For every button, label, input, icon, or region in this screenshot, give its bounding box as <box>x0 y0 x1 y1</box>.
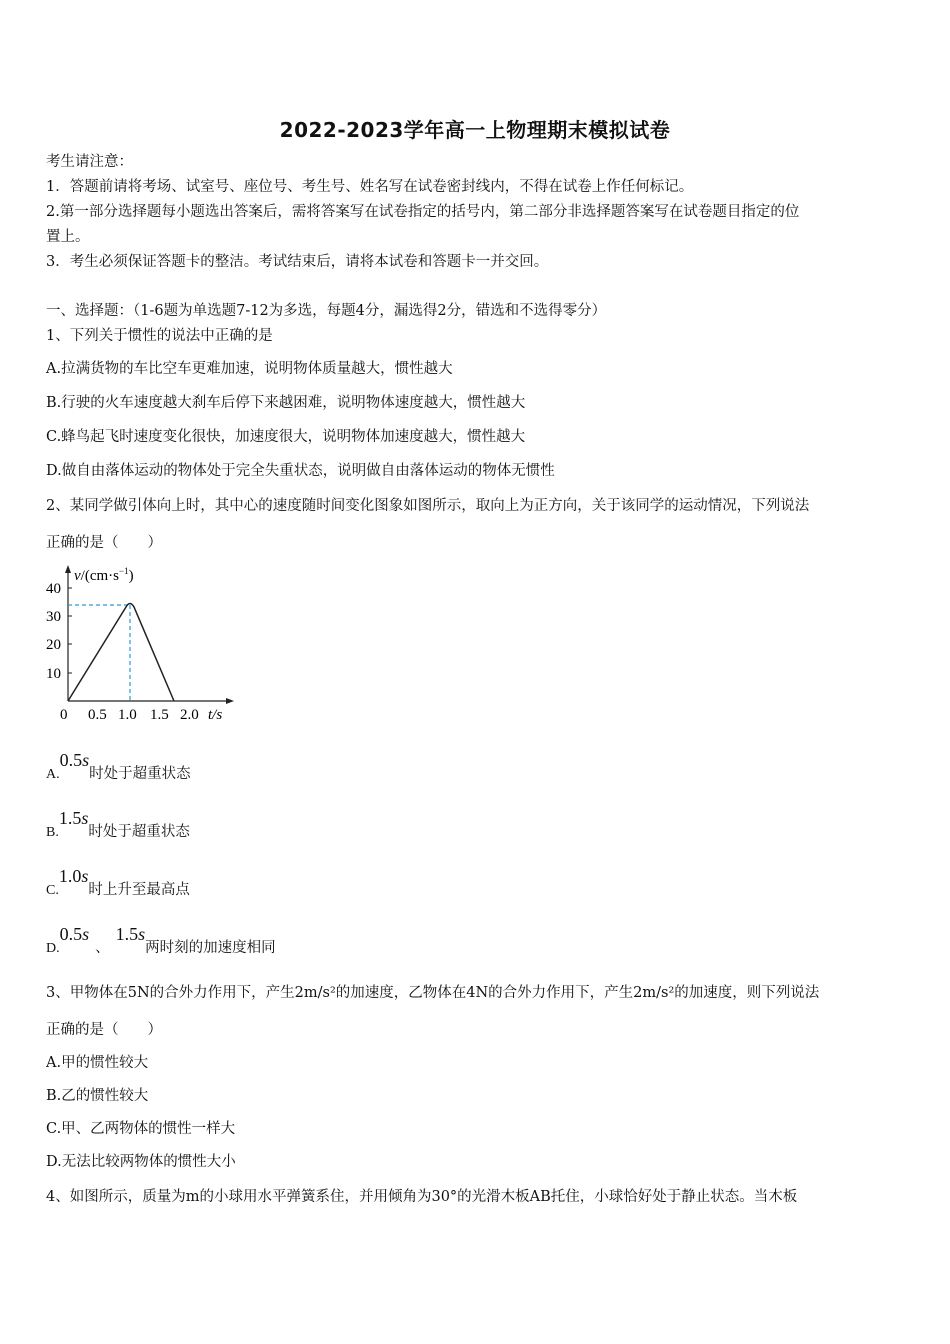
option-math: 0.5s <box>59 924 90 944</box>
graph-axes <box>65 565 234 704</box>
q2-option-d <box>46 924 906 959</box>
y-axis-label: $v/(cm\cdot s^{-1})$ <box>74 566 134 584</box>
option-text: 时上升至最高点 <box>88 882 190 898</box>
notice-item-2-cont: 置上。 <box>46 229 90 245</box>
q3-option-a: A.甲的惯性较大 <box>46 1055 149 1071</box>
y-axis-label-sup: −1 <box>119 566 129 576</box>
y-tick-label: 20 <box>46 637 61 653</box>
q3-stem: 3、甲物体在5N的合外力作用下，产生2m/s²的加速度，乙物体在4N的合外力作用下，产生2m/s²的加速度，则下列说法 <box>46 985 820 1001</box>
q2-option-b <box>46 808 906 843</box>
notice-item-2: 2.第一部分选择题每小题选出答案后，需将答案写在试卷指定的括号内，第二部分非选择题答案写在试卷题目指定的位 <box>46 204 800 220</box>
x-axis-label: t/s <box>208 707 223 723</box>
option-letter: A. <box>46 767 60 782</box>
page-title: 2022-2023学年高一上物理期末模拟试卷 <box>279 118 671 142</box>
q2-stem-cont: 正确的是（ ） <box>46 535 162 551</box>
option-text: 时处于超重状态 <box>89 766 191 782</box>
y-tick-label: 10 <box>46 666 61 682</box>
option-math: 0.5s <box>59 750 90 770</box>
option-letter: B. <box>46 825 59 840</box>
q1-stem: 1、下列关于惯性的说法中正确的是 <box>46 328 273 344</box>
x-tick-label: 0 <box>60 707 68 723</box>
y-tick-label: 40 <box>46 581 61 597</box>
q2-stem: 2、某同学做引体向上时，其中心的速度随时间变化图象如图所示，取向上为正方向，关于该同学的运动情况，下列说法 <box>46 498 810 514</box>
option-text: 两时刻的加速度相同 <box>145 940 276 956</box>
section-heading: 一、选择题：（1-6题为单选题7-12为多选，每题4分，漏选得2分，错选和不选得零分） <box>46 303 607 319</box>
option-letter: C. <box>46 883 59 898</box>
option-math: 1.5s <box>58 808 89 828</box>
y-axis-label-end: ) <box>128 568 134 584</box>
q2-option-c <box>46 866 906 901</box>
x-tick-label: 1.5 <box>150 707 169 723</box>
q2-option-a <box>46 750 906 785</box>
q1-option-c: C.蜂鸟起飞时速度变化很快，加速度很大，说明物体加速度越大，惯性越大 <box>46 429 526 445</box>
option-letter: D. <box>46 941 60 956</box>
q1-option-a: A.拉满货物的车比空车更难加速，说明物体质量越大，惯性越大 <box>46 361 453 377</box>
q3-option-b: B.乙的惯性较大 <box>46 1088 149 1104</box>
notice-item-1: 1．答题前请将考场、试室号、座位号、考生号、姓名写在试卷密封线内，不得在试卷上作任何标记。 <box>46 179 694 195</box>
q3-stem-cont: 正确的是（ ） <box>46 1022 162 1038</box>
velocity-curve <box>68 604 174 702</box>
x-tick-label: 0.5 <box>88 707 107 723</box>
option-math: 1.5s <box>115 924 146 944</box>
q3-option-d: D.无法比较两物体的惯性大小 <box>46 1154 236 1170</box>
q4-stem: 4、如图所示，质量为m的小球用水平弹簧系住，并用倾角为30°的光滑木板AB托住，小球恰好处于静止状态。当木板 <box>46 1189 798 1205</box>
x-tick-label: 2.0 <box>180 707 199 723</box>
option-sep: 、 <box>95 940 110 956</box>
notice-heading: 考生请注意： <box>46 154 133 170</box>
y-axis-label-unit: /(cm·s <box>80 568 119 584</box>
q1-option-d: D.做自由落体运动的物体处于完全失重状态，说明做自由落体运动的物体无惯性 <box>46 463 555 479</box>
notice-item-3: 3．考生必须保证答题卡的整洁。考试结束后，请将本试卷和答题卡一并交回。 <box>46 254 549 270</box>
option-text: 时处于超重状态 <box>88 824 190 840</box>
velocity-time-graph <box>44 562 234 730</box>
x-tick-label: 1.0 <box>118 707 137 723</box>
q1-option-b: B.行驶的火车速度越大刹车后停下来越困难，说明物体速度越大，惯性越大 <box>46 395 526 411</box>
q3-option-c: C.甲、乙两物体的惯性一样大 <box>46 1121 236 1137</box>
y-tick-label: 30 <box>46 609 61 625</box>
option-math: 1.0s <box>58 866 89 886</box>
